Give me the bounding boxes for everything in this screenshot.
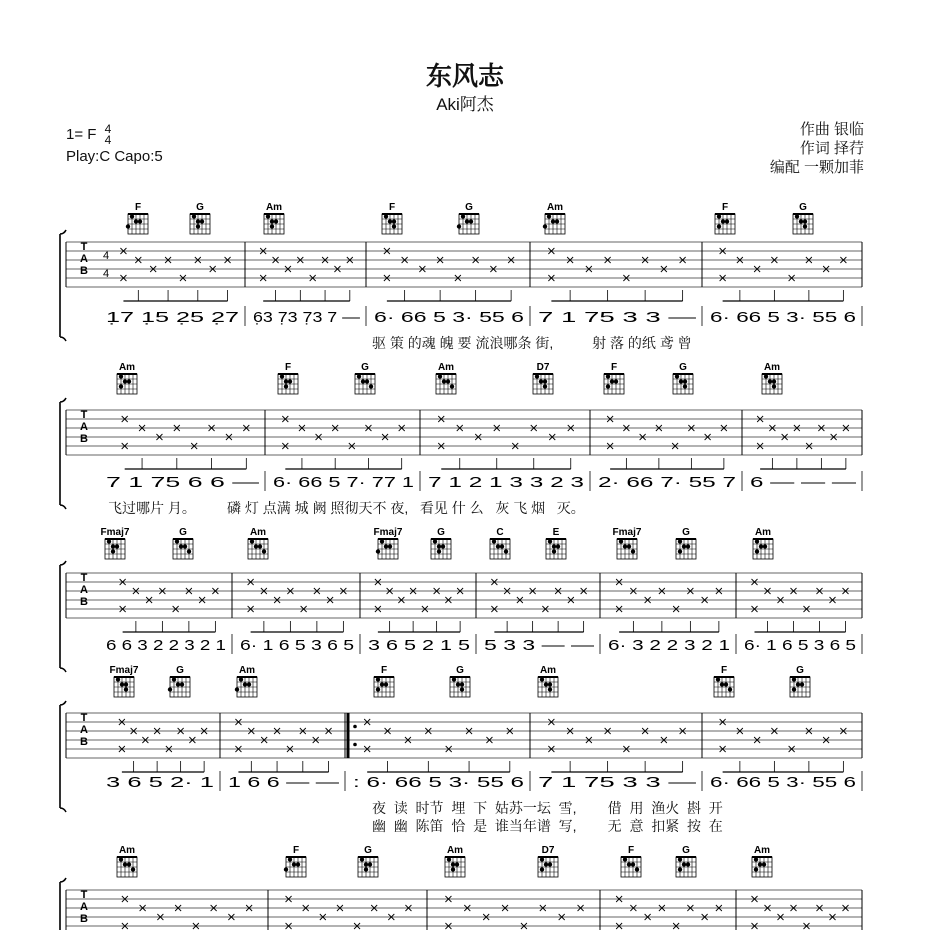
chord-diagram-Fmaj7 <box>101 527 130 559</box>
chord-name: E <box>552 527 560 538</box>
notation-measure: 3 6 5 2 1 5 <box>368 637 470 654</box>
chord-name: F <box>380 665 388 676</box>
chord-name: Am <box>118 362 136 373</box>
notation-measure: 6· 66 5 3· 55 6 <box>374 309 524 326</box>
chord-name: G <box>361 362 369 373</box>
chord-diagram-G <box>355 362 375 394</box>
chord-name: F <box>610 362 618 373</box>
chord-diagram-F <box>604 362 624 394</box>
tab-label: A <box>80 584 88 596</box>
notation-measure: 2· 66 7· 55 7 <box>598 474 736 491</box>
chord-diagram-F <box>714 665 734 697</box>
chord-diagram-Am <box>117 362 137 394</box>
notation-measure: 7 1 75 3 3 — <box>538 309 696 326</box>
lyricist: 作词 择荇 <box>799 140 864 157</box>
chord-name: Am <box>763 362 781 373</box>
chord-diagram-G <box>673 362 693 394</box>
tab-label: A <box>80 724 88 736</box>
chord-diagram-Am <box>762 362 782 394</box>
tab-label: T <box>80 572 88 584</box>
chord-name: D7 <box>541 845 555 856</box>
chord-diagram-G <box>190 202 210 234</box>
chord-diagram-F <box>284 845 306 877</box>
chord-name: C <box>496 527 504 538</box>
composer: 作曲 银临 <box>799 121 864 138</box>
tab-label: A <box>80 421 88 433</box>
chord-name: G <box>682 845 690 856</box>
chord-diagram-F <box>374 665 394 697</box>
tab-label: T <box>80 241 88 253</box>
tab-label: B <box>80 736 88 748</box>
chord-diagram-Fmaj7 <box>110 665 139 697</box>
chord-name: Fmaj7 <box>109 665 139 676</box>
notation-measure: 5 3 3 — — <box>484 637 594 654</box>
tab-label: A <box>80 901 88 913</box>
notation-measure: 6· 1 6 5 3 6 5 <box>744 637 856 654</box>
notation-measure: 6· 3 2 2 3 2 1 <box>608 637 730 654</box>
notation-measure: 6· 66 5 3· 55 6 <box>710 774 856 791</box>
chord-name: F <box>284 362 292 373</box>
time-bottom: 4 <box>104 133 112 148</box>
chord-name: G <box>176 665 184 676</box>
chord-diagram-Fmaj7 <box>613 527 642 559</box>
chord-diagram-Am <box>753 527 773 559</box>
chord-diagram-G <box>457 202 479 234</box>
chord-name: Am <box>238 665 256 676</box>
lyric-line: 夜 读 时节 埋 下 姑苏一坛 雪, 借 用 渔火 斟 开 <box>372 800 723 816</box>
chord-diagram-Am <box>436 362 456 394</box>
notation-measure: 7 1 75 6 6 — <box>106 474 259 491</box>
notation-measure: 1̣7 1̣5 2̣5 2̣7 <box>106 309 239 326</box>
key-label: 1= F <box>66 126 97 143</box>
tab-label: B <box>80 596 88 608</box>
tab-label: T <box>80 889 88 901</box>
lyric-line: 幽 幽 陈笛 恰 是 谁当年谱 写, 无 意 扣紧 按 在 <box>372 818 723 834</box>
notation-measure: 3 6 5 2· 1 <box>106 774 214 791</box>
notation-measure: 1 6 6 — — <box>228 774 339 791</box>
chord-diagram-C <box>490 527 510 559</box>
chord-name: Am <box>249 527 267 538</box>
notation-measure: 6· 66 5 7· 77 1 <box>273 474 414 491</box>
chord-diagram-G <box>793 202 813 234</box>
chord-name: Fmaj7 <box>612 527 642 538</box>
chord-diagram-F <box>382 202 402 234</box>
chord-name: G <box>682 527 690 538</box>
chord-name: Am <box>546 202 564 213</box>
notation-measure: : 6· 66 5 3· 55 6 <box>353 774 524 791</box>
chord-name: Am <box>539 665 557 676</box>
chord-name: F <box>388 202 396 213</box>
notation-measure: 6· 1 6 5 3 6 5 <box>240 637 354 654</box>
chord-name: Am <box>265 202 283 213</box>
tab-staff <box>60 561 862 672</box>
chord-diagram-F <box>621 845 641 877</box>
tab-label: B <box>80 265 88 277</box>
chord-name: F <box>627 845 635 856</box>
chord-name: G <box>456 665 464 676</box>
chord-diagram-F <box>715 202 735 234</box>
lyric-line: 驱 策 的魂 魄 要 流浪哪条 街, 射 落 的纸 鸢 曾 <box>372 335 692 351</box>
chord-diagram-Am <box>117 845 137 877</box>
chord-diagram-G <box>431 527 451 559</box>
chord-diagram-D7 <box>538 845 558 877</box>
notation-measure: 6 6 3 2 2 3 2 1 <box>106 637 226 654</box>
chord-diagram-G <box>676 845 696 877</box>
notation-measure: 6̣3 7̣3 7̣3 7 — <box>253 309 360 326</box>
tab-staff <box>60 701 862 812</box>
tab-time-sig: 4 <box>102 268 110 280</box>
tab-time-sig: 4 <box>102 250 110 262</box>
chord-name: F <box>721 202 729 213</box>
chord-name: Fmaj7 <box>100 527 130 538</box>
song-title: 东风志 <box>425 61 504 91</box>
chord-name: Am <box>446 845 464 856</box>
chord-name: G <box>364 845 372 856</box>
chord-diagram-G <box>168 665 190 697</box>
chord-name: Am <box>437 362 455 373</box>
chord-name: G <box>796 665 804 676</box>
chord-diagram-D7 <box>533 362 553 394</box>
tab-label: B <box>80 433 88 445</box>
chord-diagram-Am <box>445 845 465 877</box>
notation-measure: 7 1 75 3 3 — <box>538 774 696 791</box>
chord-name: D7 <box>536 362 550 373</box>
notation-measure: 6· 66 5 3· 55 6 <box>710 309 856 326</box>
chord-diagram-Am <box>235 665 257 697</box>
play-capo: Play:C Capo:5 <box>66 148 163 166</box>
chord-diagram-E <box>546 527 566 559</box>
chord-diagram-G <box>790 665 810 697</box>
chord-name: G <box>179 527 187 538</box>
chord-diagram-Am <box>264 202 284 234</box>
tab-label: B <box>80 913 88 925</box>
chord-diagram-Am <box>752 845 772 877</box>
chord-name: G <box>799 202 807 213</box>
chord-diagram-F <box>126 202 148 234</box>
time-top: 4 <box>104 122 112 137</box>
chord-name: G <box>679 362 687 373</box>
chord-diagram-Am <box>543 202 565 234</box>
song-artist: Aki阿杰 <box>436 95 494 114</box>
chord-diagram-G <box>450 665 470 697</box>
chord-diagram-G <box>173 527 193 559</box>
chord-name: G <box>196 202 204 213</box>
notation-measure: 7 1 2 1 3 3 2 3 <box>428 474 584 491</box>
arranger: 编配 一颗加菲 <box>769 159 864 176</box>
chord-diagram-G <box>358 845 378 877</box>
chord-name: G <box>437 527 445 538</box>
jianpu-notation <box>106 771 862 791</box>
tab-staff <box>60 398 862 509</box>
jianpu-notation <box>106 471 862 491</box>
chord-diagram-Am <box>538 665 558 697</box>
tab-label: A <box>80 253 88 265</box>
chord-name: Am <box>753 845 771 856</box>
chord-name: F <box>292 845 300 856</box>
chord-diagram-Fmaj7 <box>374 527 403 559</box>
tab-staff <box>60 878 862 930</box>
lyric-line: 飞过哪片 月。 磷 灯 点满 城 阙 照彻天不 夜, 看见 什 么 灰 飞 烟 灭。 <box>108 500 585 516</box>
chord-name: Fmaj7 <box>373 527 403 538</box>
tab-label: T <box>80 409 88 421</box>
jianpu-notation <box>106 306 862 326</box>
tab-label: T <box>80 712 88 724</box>
chord-name: Am <box>118 845 136 856</box>
chord-diagram-Am <box>248 527 268 559</box>
chord-name: F <box>134 202 142 213</box>
chord-name: F <box>720 665 728 676</box>
jianpu-notation <box>106 634 862 654</box>
chord-diagram-F <box>278 362 298 394</box>
chord-name: G <box>465 202 473 213</box>
notation-measure: 6 — — — <box>750 474 856 491</box>
chord-diagram-G <box>676 527 696 559</box>
chord-name: Am <box>754 527 772 538</box>
